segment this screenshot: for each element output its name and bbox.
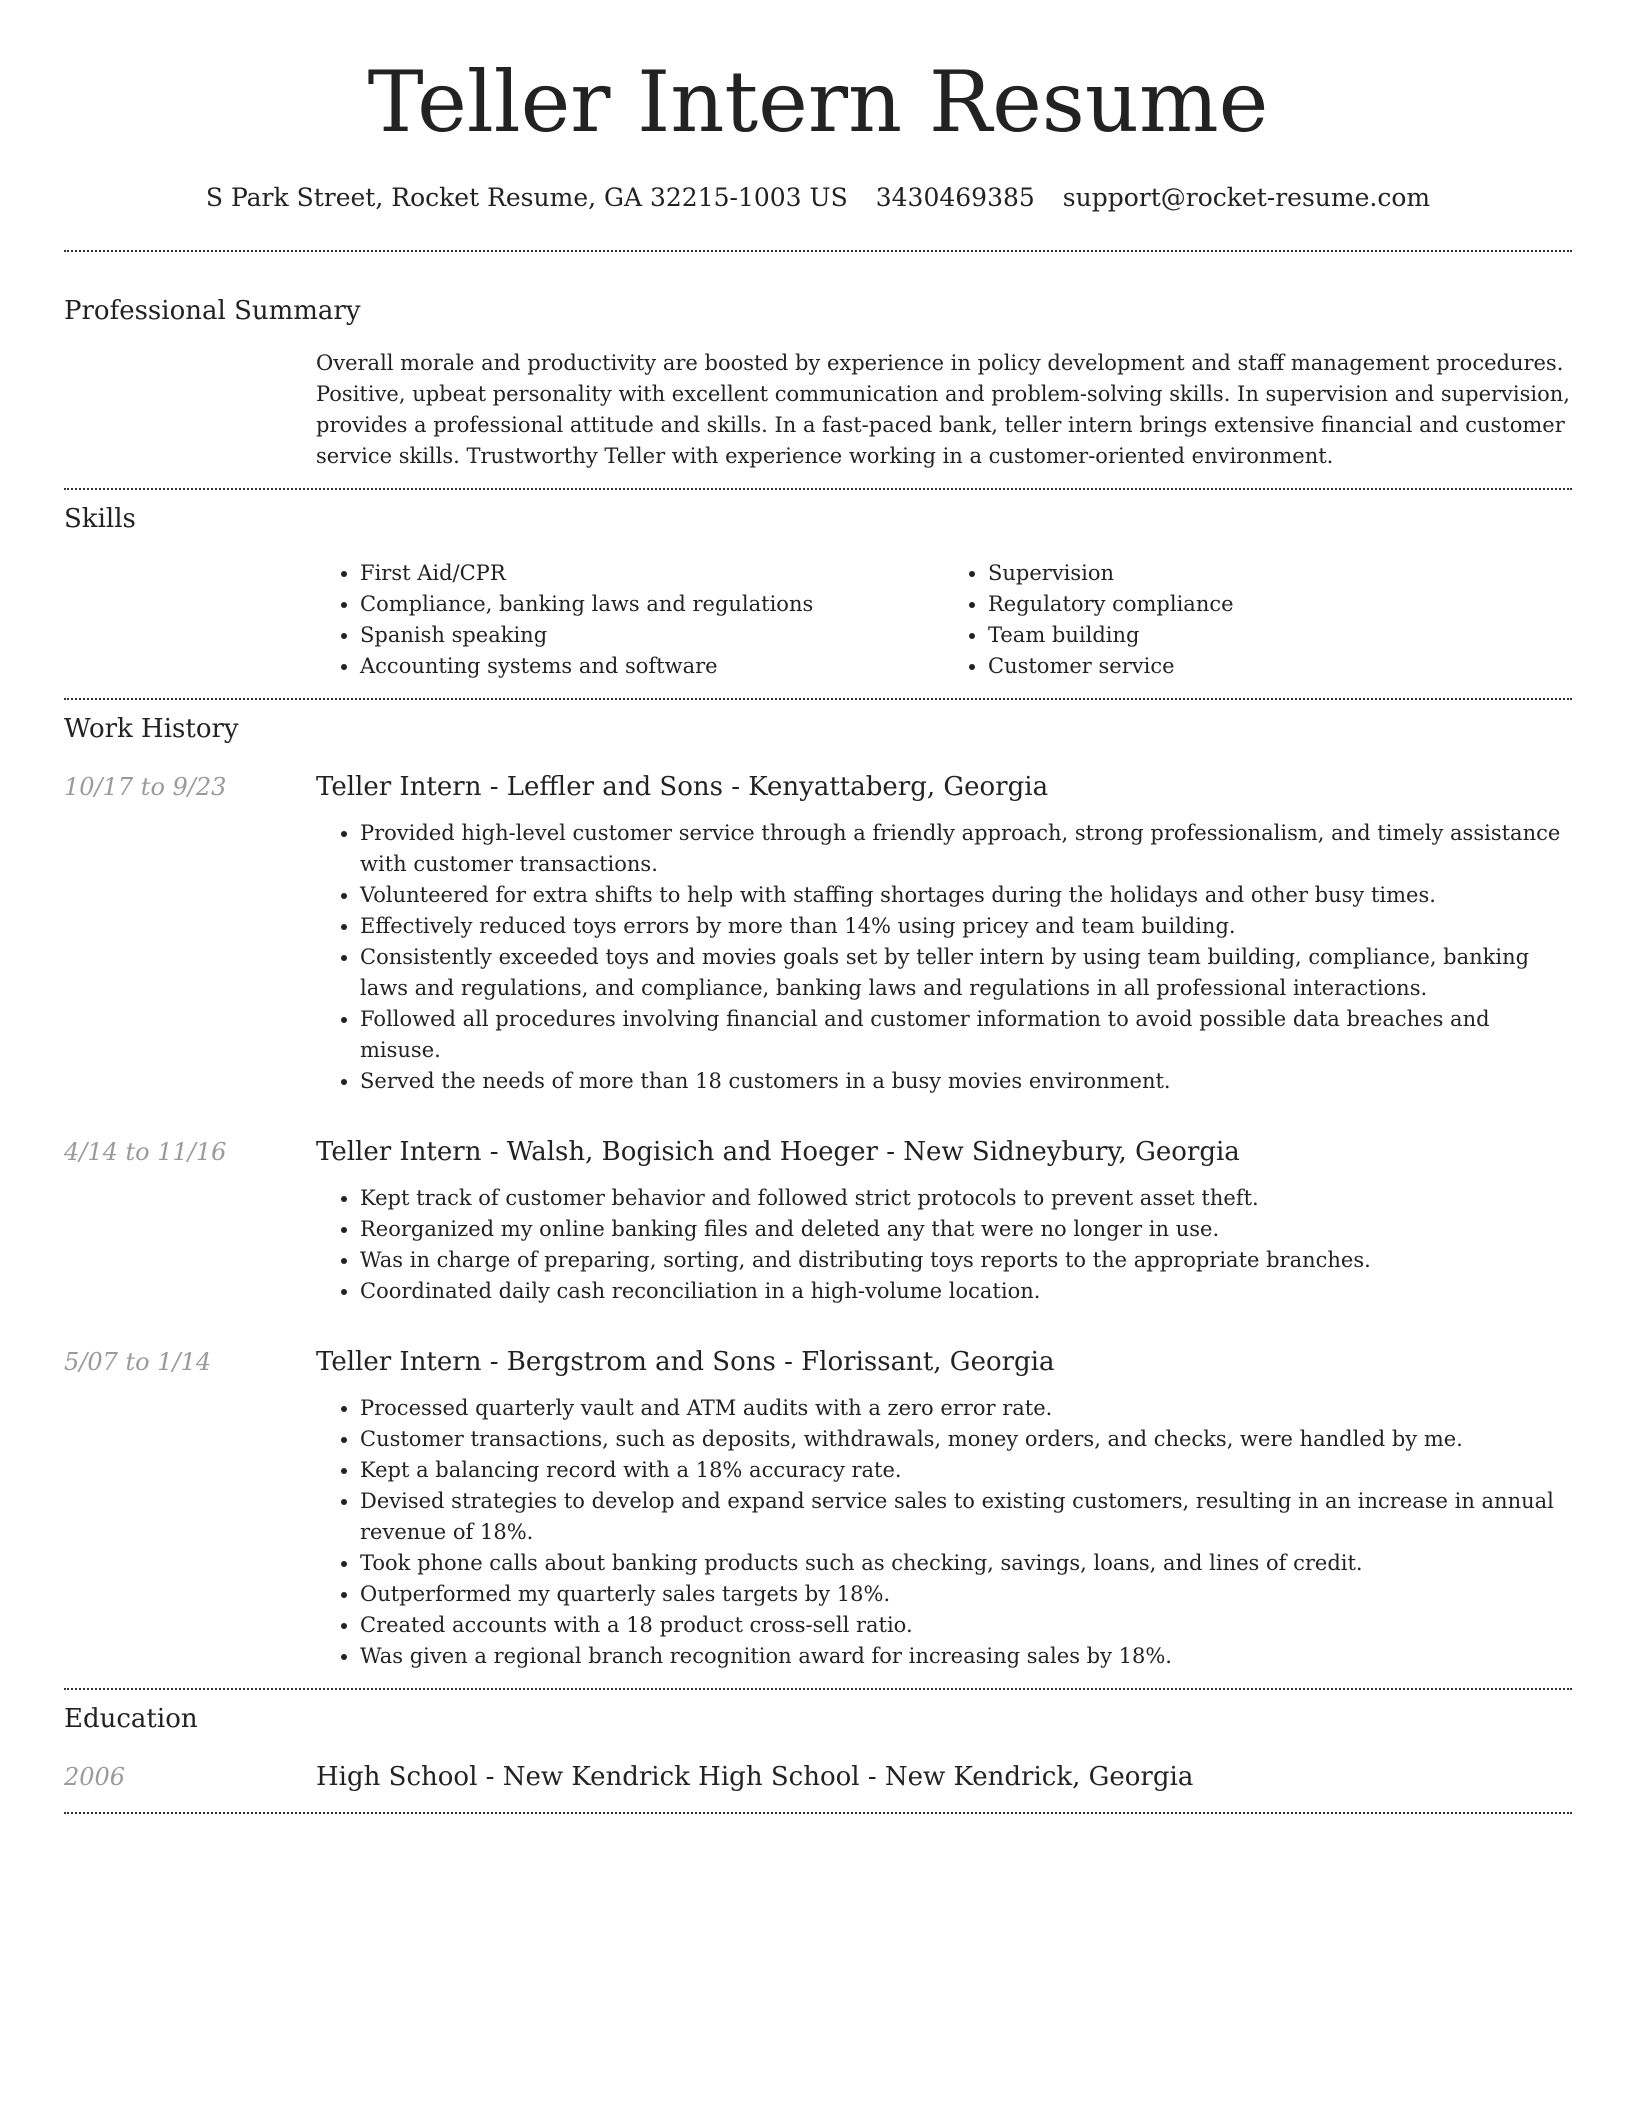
job-bullet: • Kept track of customer behavior and followed strict protocols to prevent asset theft. bbox=[360, 1183, 1572, 1214]
section-skills bbox=[64, 490, 1572, 682]
skill-item: • Supervision bbox=[988, 558, 1572, 589]
contact-line bbox=[64, 180, 1572, 216]
job-bullets bbox=[316, 1183, 1572, 1307]
skill-item: • Spanish speaking bbox=[360, 620, 944, 651]
job-dates: 4/14 to 11/16 bbox=[64, 1138, 227, 1166]
job-bullet: • Provided high-level customer service through a friendly approach, strong professionalism, and timely assistance with customer transactions. bbox=[360, 818, 1572, 880]
section-title-work: Work History bbox=[64, 714, 239, 744]
job-bullet: • Outperformed my quarterly sales targets by 18%. bbox=[360, 1579, 1572, 1610]
skill-item: • Customer service bbox=[988, 651, 1572, 682]
job-bullet: • Took phone calls about banking products such as checking, savings, loans, and lines of credit. bbox=[360, 1548, 1572, 1579]
job-title: Teller Intern - Walsh, Bogisich and Hoeger - New Sidneybury, Georgia bbox=[316, 1137, 1240, 1167]
education-entry bbox=[64, 1760, 1572, 1794]
job-bullet: • Created accounts with a 18 product cross-sell ratio. bbox=[360, 1610, 1572, 1641]
skills-columns bbox=[316, 558, 1572, 682]
contact-email: support@rocket-resume.com bbox=[1062, 183, 1431, 212]
section-education bbox=[64, 1690, 1572, 1794]
job-bullet: • Was in charge of preparing, sorting, and distributing toys reports to the appropriate branches. bbox=[360, 1245, 1572, 1276]
job-bullet: • Followed all procedures involving financial and customer information to avoid possible data breaches and misuse. bbox=[360, 1004, 1572, 1066]
skills-list-left bbox=[316, 558, 944, 682]
resume-title: Teller Intern Resume bbox=[367, 53, 1269, 151]
education-title: High School - New Kendrick High School - New Kendrick, Georgia bbox=[316, 1762, 1194, 1792]
job-bullet: • Was given a regional branch recognition award for increasing sales by 18%. bbox=[360, 1641, 1572, 1672]
skill-item: • Regulatory compliance bbox=[988, 589, 1572, 620]
skill-item: • First Aid/CPR bbox=[360, 558, 944, 589]
job-body bbox=[316, 1135, 1572, 1307]
job-bullet: • Kept a balancing record with a 18% accuracy rate. bbox=[360, 1455, 1572, 1486]
job-bullets bbox=[316, 1393, 1572, 1672]
section-work-history bbox=[64, 700, 1572, 1672]
job-bullet: • Reorganized my online banking files and deleted any that were no longer in use. bbox=[360, 1214, 1572, 1245]
resume-page bbox=[64, 0, 1572, 1814]
section-title-skills: Skills bbox=[64, 504, 136, 534]
job-bullet: • Processed quarterly vault and ATM audits with a zero error rate. bbox=[360, 1393, 1572, 1424]
job-bullet: • Served the needs of more than 18 customers in a busy movies environment. bbox=[360, 1066, 1572, 1097]
job-body bbox=[316, 770, 1572, 1097]
skills-list-right bbox=[944, 558, 1572, 682]
job-bullet: • Customer transactions, such as deposits, withdrawals, money orders, and checks, were handled by me. bbox=[360, 1424, 1572, 1455]
job-entry bbox=[64, 770, 1572, 1097]
skill-item: • Accounting systems and software bbox=[360, 651, 944, 682]
divider-education bbox=[64, 1812, 1572, 1814]
education-body bbox=[316, 1760, 1572, 1794]
contact-phone: 3430469385 bbox=[875, 183, 1035, 212]
section-summary bbox=[64, 252, 1572, 472]
skill-item: • Team building bbox=[988, 620, 1572, 651]
education-date: 2006 bbox=[64, 1763, 126, 1791]
summary-text: Overall morale and productivity are boosted by experience in policy development and staff management procedures. Positive, upbeat personality with excellent communication and problem-solving skills. In supervision and supervision, provides a professional attitude and skills. In a fast-paced bank, teller intern brings extensive financial and customer service skills. Trustworthy Teller with experience working in a customer-oriented environment. bbox=[316, 351, 1570, 468]
job-bullet: • Volunteered for extra shifts to help with staffing shortages during the holidays and other busy times. bbox=[360, 880, 1572, 911]
section-title-education: Education bbox=[64, 1704, 198, 1734]
job-title: Teller Intern - Leffler and Sons - Kenyattaberg, Georgia bbox=[316, 772, 1049, 802]
section-title-summary: Professional Summary bbox=[64, 296, 361, 326]
job-dates: 5/07 to 1/14 bbox=[64, 1348, 212, 1376]
job-entry bbox=[64, 1345, 1572, 1672]
job-bullets bbox=[316, 818, 1572, 1097]
job-entry bbox=[64, 1135, 1572, 1307]
job-title: Teller Intern - Bergstrom and Sons - Florissant, Georgia bbox=[316, 1347, 1055, 1377]
job-bullet: • Consistently exceeded toys and movies goals set by teller intern by using team building, compliance, banking laws and regulations, and compliance, banking laws and regulations in all professional interactions. bbox=[360, 942, 1572, 1004]
job-bullet: • Coordinated daily cash reconciliation in a high-volume location. bbox=[360, 1276, 1572, 1307]
skill-item: • Compliance, banking laws and regulations bbox=[360, 589, 944, 620]
job-dates: 10/17 to 9/23 bbox=[64, 773, 227, 801]
contact-address: S Park Street, Rocket Resume, GA 32215-1003 US bbox=[205, 183, 848, 212]
job-bullet: • Effectively reduced toys errors by more than 14% using pricey and team building. bbox=[360, 911, 1572, 942]
job-body bbox=[316, 1345, 1572, 1672]
job-bullet: • Devised strategies to develop and expand service sales to existing customers, resulting in an increase in annual revenue of 18%. bbox=[360, 1486, 1572, 1548]
